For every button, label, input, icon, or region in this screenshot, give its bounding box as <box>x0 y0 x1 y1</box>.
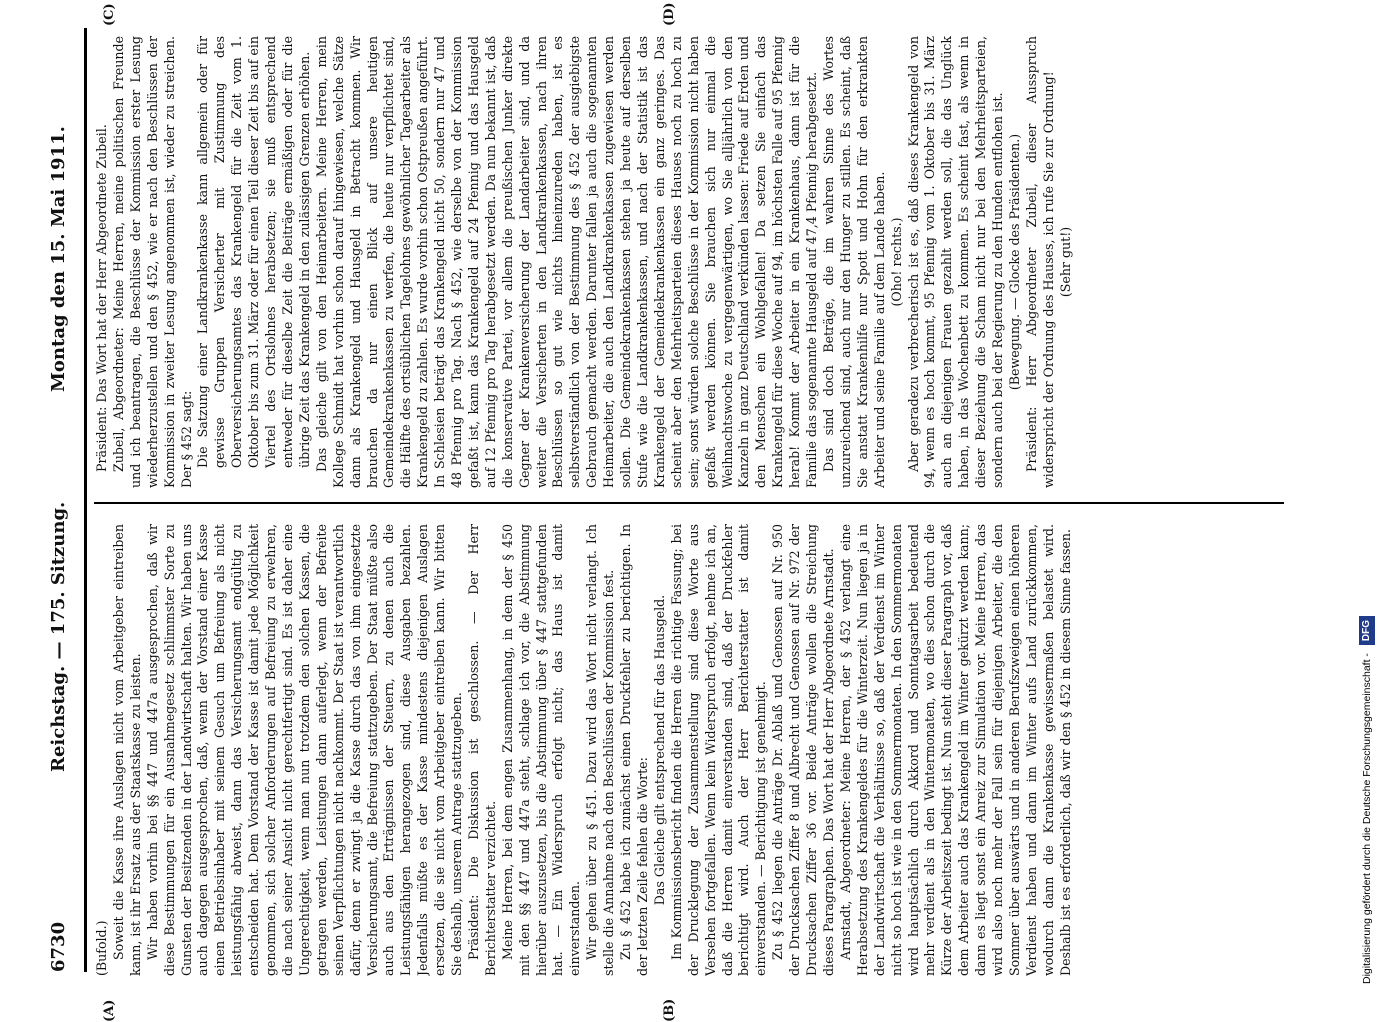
paragraph: Präsident: Die Diskussion ist geschlossen. — Der Herr Berichterstatter verzichtet. <box>465 524 498 976</box>
paragraph: Wir haben vorhin bei §§ 447 und 447a ausgesprochen, daß wir diese Bestimmungen für ein Ausnahmegesetz schlimmster Sorte zu Gunsten der Besitzenden in der Landwirtschaft halten. Wir haben uns auch dagegen ausgesprochen, daß, wenn der Vorstand einer Kasse einen Betriebsinhaber mit seinem Gesuch um Befreiung als nicht leistungsfähig abweist, dann das Versicherungsamt endgültig zu entscheiden hat. Dem Vorstand der Kasse ist damit jede Möglichkeit genommen, sich solcher Anforderungen auf Befreiung zu erwehren, die nach seiner Ansicht nicht gerechtfertigt sind. Es ist daher eine Ungerechtigkeit, wenn man nun trotzdem den solchen Kassen, die getragen werden, Leistungen dann auferlegt, wenn der Befreite seinen Verpflichtungen nicht nachkommt. Der Staat ist verantwortlich dafür, denn er zwingt ja die Kasse durch das von ihm eingesetzte Versicherungsamt, die Befreiung stattzugeben. Der Staat müßte also auch aus den Erträgnissen der Steuern, zu denen auch die Leistungsfähigen herangezogen sind, diese Ausgaben bezahlen. Jedenfalls müßte es der Kasse mindestens diejenigen Auslagen ersetzen, die sie nicht vom Arbeitgeber eintreiben kann. Wir bitten Sie deshalb, unserem Antrage stattzugeben. <box>144 524 465 976</box>
paragraph: Die Satzung einer Landkrankenkasse kann allgemein oder für gewisse Gruppen Versicherter mit Zustimmung des Oberversicherungsamtes das Krankengeld für die Zeit vom 1. Oktober bis zum 31. März oder für einen Teil dieser Zeit bis auf ein Viertel des Ortslohnes herabsetzen; sie muß entsprechend entweder für dieselbe Zeit die Beiträge ermäßigen oder für die übrige Zeit das Krankengeld in den zulässigen Grenzen erhöhen. <box>195 36 312 468</box>
margin-mark-d: (D) <box>662 2 677 26</box>
paragraph: Präsident: Das Wort hat der Herr Abgeordnete Zubeil. <box>94 124 109 472</box>
paragraph: Aber geradezu verbrecherisch ist es, daß dieses Krankengeld von 94, wenn es hoch kommt, 95 Pfennig vom 1. Oktober bis 31. März auch an diejenigen Frauen gezahlt werden soll, die das Unglück haben, in das Wochenbett zu kommen. Es scheint fast, als wenn in dieser Beziehung die Scham nicht nur bei den Mehrheitsparteien, sondern auch bei der Regierung zu den Hunden entflohen ist. <box>905 36 1006 488</box>
paragraph: (Oho! rechts.) <box>888 217 904 307</box>
paragraph: Arnstadt, Abgeordneter: Meine Herren, der § 452 verlangt eine Herabsetzung des Krankengeldes für die Winterzeit. Nun liegen ja in der Landwirtschaft die Verhältnisse so, daß der Verdienst im Winter nicht so hoch ist wie in den Sommermonaten. In den Sommermonaten wird hauptsächlich durch Akkord und Sonntagsarbeit bedeutend mehr verdient als in den Wintermonaten, wo dies schon durch die Kürze der Arbeitszeit bedingt ist. Nun steht dieser Paragraph vor, daß dem Arbeiter auch das Krankengeld im Winter gekürzt werden kann; dann es liegt sonst ein Anreiz zur Simulation vor. Meine Herren, das wird also noch mehr der Fall sein für diejenigen Arbeiter, die den Sommer über auswärts und in anderen Berufszweigen einen höheren Verdienst haben und dann im Winter aufs Land zurückkommen, wodurch dann die Krankenkasse gewissermaßen belastet wird. Deshalb ist es erforderlich, daß wir den § 452 in diesem Sinne fassen. <box>837 524 1073 976</box>
margin-mark-c: (C) <box>102 3 117 26</box>
right-column <box>94 36 1279 488</box>
session-title: Reichstag. — 175. Sitzung. <box>48 501 69 772</box>
paragraph: Wir gehen über zu § 451. Dazu wird das Wort nicht verlangt. Ich stelle die Annahme nach den Beschlüssen der Kommission fest. <box>584 524 617 976</box>
paragraph: (Sehr gut!) <box>1057 226 1073 298</box>
credit-text: Digitalisierung gefördert durch die Deutsche Forschungsgemeinschaft - <box>1361 653 1373 984</box>
dfg-logo: DFG <box>1359 616 1375 645</box>
header-rule <box>84 28 87 972</box>
paragraph: Zubeil, Abgeordneter: Meine Herren, meine politischen Freunde und ich beantragen, die Beschlüsse der Kommission erster Lesung wiederherzustellen und den § 452, wie er nach den Beschlüssen der Kommission in zweiter Lesung angenommen ist, wieder zu streichen. Der § 452 sagt: <box>110 36 194 488</box>
margin-mark-a: (A) <box>102 999 117 1022</box>
page-header <box>48 28 78 972</box>
paragraph: (Bewegung. — Glocke des Präsidenten.) <box>1006 133 1022 391</box>
column-divider <box>94 502 1284 504</box>
session-date: Montag den 15. Mai 1911. <box>48 126 69 392</box>
digitization-credit <box>1356 8 1378 998</box>
paragraph: Im Kommissionsbericht finden die Herren die richtige Fassung; bei der Drucklegung der Zusammenstellung sind diese Worte aus Versehen fortgefallen. Wenn kein Widerspruch erfolgt, nehme ich an, daß die Herren damit einverstanden sind, daß der Druckfehler berichtigt wird. Auch der Herr Berichterstatter ist damit einverstanden. — Berichtigung ist genehmigt. <box>668 524 769 976</box>
page-number: 6730 <box>48 921 69 972</box>
paragraph: Zu § 452 habe ich zunächst einen Druckfehler zu berichtigen. In der letzten Zeile fehlen die Worte: <box>618 524 650 976</box>
paragraph: Präsident: Herr Abgeordneter Zubeil, dieser Ausspruch widerspricht der Ordnung des Hauses, ich rufe Sie zur Ordnung! <box>1023 36 1056 488</box>
margin-mark-b: (B) <box>662 998 677 1022</box>
paragraph: Das Gleiche gilt entsprechend für das Hausgeld. <box>651 594 667 906</box>
paragraph: Das gleiche gilt von den Heimarbeitern. Meine Herren, mein Kollege Schmidt hat vorhin schon darauf hingewiesen, welche Sätze dann als Krankengeld und Hausgeld in Betracht kommen. Wir brauchen da nur einen Blick auf unsere heutigen Gemeindekrankenkassen zu werfen, die heute nur verpflichtet sind, die Hälfte des ortsüblichen Tagelohnes gewöhnlicher Tagearbeiter als Krankengeld zu zahlen. Es wurde vorhin schon Ostpreußen angeführt. In Schlesien beträgt das Krankengeld nicht 50, sondern nur 47 und 48 Pfennig pro Tag. Nach § 452, wie derselbe von der Kommission gefaßt ist, kann das Krankengeld auf 24 Pfennig und das Hausgeld auf 12 Pfennig pro Tag herabgesetzt werden. Da nun bekannt ist, daß die konservative Partei, vor allem die preußischen Junker direkte Gegner der Krankenversicherung der Landarbeiter sind, und da weiter die Versicherten in den Landkrankenkassen, nach ihren Beschlüssen so gut wie nichts hineinzureden haben, ist es selbstverständlich von der Bestimmung des § 452 der ausgiebigste Gebrauch gemacht werden. Darunter fallen ja auch die sogenannten Heimarbeiter, die auch den Landkrankenkassen zugewiesen werden sollen. Die Gemeindekrankenkassen stehen ja heute auf derselben Stufe wie die Landkrankenkassen, und nach der Statistik ist das Krankengeld der Gemeindekrankenkassen ein ganz geringes. Das scheint aber den Mehrheitsparteien dieses Hauses noch zu hoch zu sein; sonst würden solche Beschlüsse in der Kommission nicht haben gefaßt werden können. Sie brauchen sich nur einmal die Weihnachtswoche zu vergegenwärtigen, wo Sie alljährlich von den Kanzeln in ganz Deutschland verkünden lassen: Friede auf Erden und den Menschen ein Wohlgefallen! Da setzen Sie einfach das Krankengeld für diese Woche auf 94, im höchsten Falle auf 95 Pfennig herab! Kommt der Arbeiter in ein Krankenhaus, dann ist für die Familie das sogenannte Hausgeld auf 47,4 Pfennig herabgesetzt. <box>313 36 820 488</box>
paragraph: Soweit die Kasse ihre Auslagen nicht vom Arbeitgeber eintreiben kann, ist ihr Ersatz aus der Staatskasse zu leisten. <box>110 524 143 976</box>
paragraph: Meine Herren, bei dem engen Zusammenhang, in dem der § 450 mit den §§ 447 und 447a steht, schlage ich vor, die Abstimmung hierüber auszusetzen, bis die Abstimmung über § 447 stattgefunden hat. — Ein Widerspruch erfolgt nicht; das Haus ist damit einverstanden. <box>499 524 583 976</box>
paragraph: Zu § 452 liegen die Anträge Dr. Ablaß und Genossen auf Nr. 950 der Drucksachen Ziffer 8 und Albrecht und Genossen auf Nr. 972 der Drucksachen Ziffer 36 vor. Beide Anträge wollen die Streichung dieses Paragraphen. Das Wort hat der Herr Abgeordnete Arnstadt. <box>770 524 836 976</box>
paragraph: (Bufold.) <box>94 920 109 976</box>
left-column <box>94 524 1279 976</box>
paragraph: Das sind doch Beträge, die im wahren Sinne des Wortes unzureichend sind, auch nur den Hunger zu stillen. Es scheint, daß Sie anstatt Krankenhilfe nur Spott und Hohn für den erkrankten Arbeiter und seine Familie auf dem Lande haben. <box>820 36 887 488</box>
